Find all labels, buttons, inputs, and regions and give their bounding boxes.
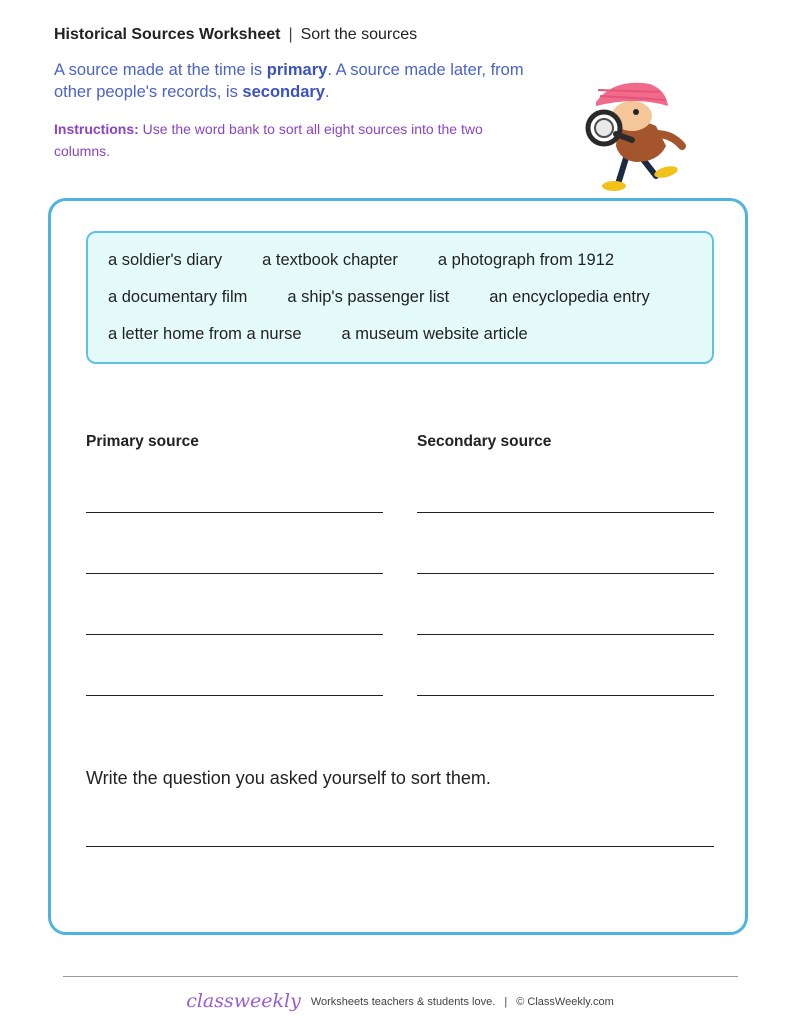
word-bank-item: a soldier's diary	[108, 251, 223, 269]
primary-answer-line[interactable]	[86, 573, 383, 574]
secondary-answer-line[interactable]	[417, 573, 714, 574]
secondary-answer-line[interactable]	[417, 634, 714, 635]
worksheet-title: Historical Sources Worksheet	[54, 26, 281, 43]
instructions	[54, 118, 524, 162]
word-bank-item: a ship's passenger list	[287, 288, 450, 306]
intro-part3: .	[324, 83, 330, 101]
primary-answer-line[interactable]	[86, 695, 383, 696]
instructions-text: Use the word bank to sort all eight sources into the two columns.	[54, 121, 483, 159]
primary-answer-line[interactable]	[86, 634, 383, 635]
intro-part2: . A source made later, from other people's records, is	[54, 61, 524, 101]
footer	[0, 990, 800, 1012]
word-bank-item: a textbook chapter	[262, 251, 398, 269]
word-bank-row	[108, 325, 528, 344]
intro-secondary-word: secondary	[242, 83, 325, 101]
footer-separator: |	[504, 996, 508, 1008]
intro-part1: A source made at the time is	[54, 61, 267, 79]
question-prompt: Write the question you asked yourself to sort them.	[86, 768, 491, 788]
footer-tagline: Worksheets teachers & students love.	[310, 996, 496, 1008]
primary-source-heading: Primary source	[86, 433, 199, 450]
secondary-answer-line[interactable]	[417, 512, 714, 513]
word-bank-item: a documentary film	[108, 288, 248, 306]
footer-divider	[63, 976, 738, 977]
secondary-source-heading: Secondary source	[417, 433, 552, 450]
secondary-answer-line[interactable]	[417, 695, 714, 696]
word-bank-row	[108, 288, 650, 307]
footer-copyright: © ClassWeekly.com	[516, 996, 614, 1008]
word-bank	[86, 231, 714, 364]
worksheet-subtitle: Sort the sources	[300, 26, 418, 43]
word-bank-row	[108, 251, 614, 270]
intro-primary-word: primary	[266, 61, 328, 79]
word-bank-item: a museum website article	[341, 325, 528, 343]
word-bank-item: an encyclopedia entry	[489, 288, 650, 306]
question-answer-line[interactable]	[86, 846, 714, 847]
instructions-label: Instructions:	[54, 121, 139, 137]
brand-logo: classweekly	[186, 990, 301, 1012]
word-bank-item: a letter home from a nurse	[108, 325, 302, 343]
header-separator: |	[288, 26, 293, 43]
worksheet-header	[54, 26, 417, 44]
primary-answer-line[interactable]	[86, 512, 383, 513]
word-bank-item: a photograph from 1912	[437, 251, 615, 269]
intro-text	[54, 59, 564, 103]
detective-mascot-icon	[574, 76, 704, 196]
